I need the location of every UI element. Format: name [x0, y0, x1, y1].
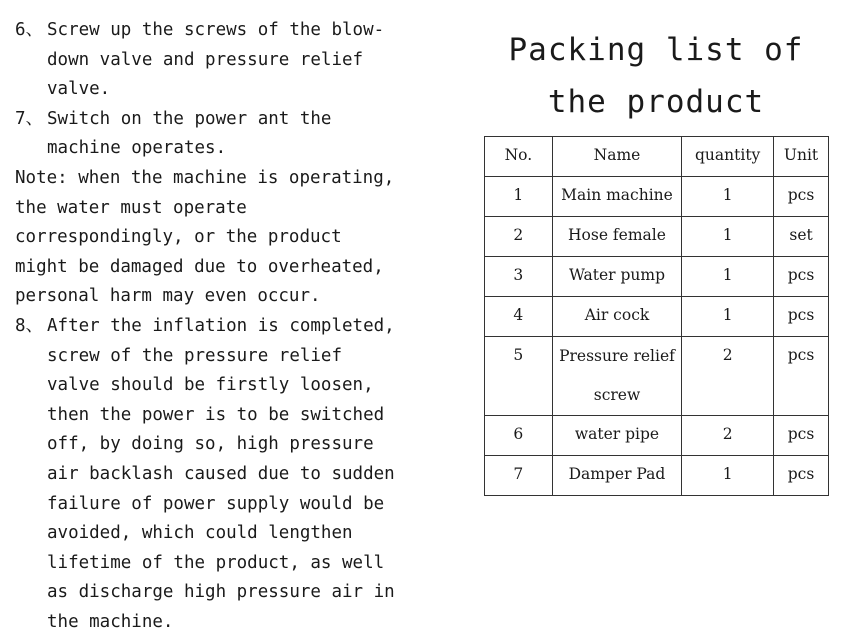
packing-list-title: Packing list of the product [508, 32, 804, 120]
cell-no: 7 [485, 456, 553, 496]
cell-quantity: 1 [682, 257, 774, 297]
table-row [485, 257, 829, 297]
cell-name: Damper Pad [552, 456, 682, 496]
cell-unit: pcs [774, 257, 829, 297]
operating-note: Note: when the machine is operating, the water must operate correspondingly, or the product might be damaged due to overheated, personal harm may even occur. [15, 167, 395, 307]
cell-name: Hose female [552, 217, 682, 257]
header-quantity: quantity [682, 137, 774, 177]
cell-no: 6 [485, 416, 553, 456]
packing-list-table [484, 136, 829, 496]
cell-name: Main machine [552, 177, 682, 217]
table-row [485, 177, 829, 217]
cell-no: 5 [485, 337, 553, 416]
cell-unit: pcs [774, 297, 829, 337]
cell-unit: pcs [774, 416, 829, 456]
cell-unit: pcs [774, 337, 829, 416]
step-number: 7、 [15, 108, 44, 129]
cell-no: 1 [485, 177, 553, 217]
cell-quantity: 1 [682, 456, 774, 496]
cell-name: Air cock [552, 297, 682, 337]
header-no: No. [485, 137, 553, 177]
header-name: Name [552, 137, 682, 177]
table-row [485, 456, 829, 496]
table-row [485, 217, 829, 257]
cell-quantity: 1 [682, 217, 774, 257]
cell-name: Pressure relief screw [552, 337, 682, 416]
table-header-row [485, 137, 829, 177]
step-text: After the inflation is completed, screw of the pressure relief valve should be firstly loosen, then the power is to be switched off, by doing so, high pressure air backlash caused due to sudden failure of power supply would be avoided, which could lengthen lifetime of the product, as well as discharge high pressure air in the machine. [47, 315, 395, 632]
cell-name: water pipe [552, 416, 682, 456]
cell-name: Water pump [552, 257, 682, 297]
cell-quantity: 2 [682, 416, 774, 456]
header-unit: Unit [774, 137, 829, 177]
cell-unit: pcs [774, 456, 829, 496]
instructions-column [15, 16, 400, 637]
packing-list-section [480, 24, 832, 496]
cell-unit: set [774, 217, 829, 257]
cell-no: 4 [485, 297, 553, 337]
step-number: 8、 [15, 315, 44, 336]
step-6 [15, 16, 400, 105]
step-text: Switch on the power ant the machine operates. [47, 108, 332, 159]
cell-unit: pcs [774, 177, 829, 217]
cell-quantity: 1 [682, 177, 774, 217]
step-text: Screw up the screws of the blow-down valve and pressure relief valve. [47, 20, 385, 100]
cell-quantity: 1 [682, 297, 774, 337]
table-row [485, 297, 829, 337]
step-number: 6、 [15, 20, 44, 40]
table-row [485, 416, 829, 456]
cell-no: 3 [485, 257, 553, 297]
cell-quantity: 2 [682, 337, 774, 416]
step-8 [15, 312, 400, 637]
cell-no: 2 [485, 217, 553, 257]
table-row [485, 337, 829, 416]
step-7 [15, 105, 400, 164]
